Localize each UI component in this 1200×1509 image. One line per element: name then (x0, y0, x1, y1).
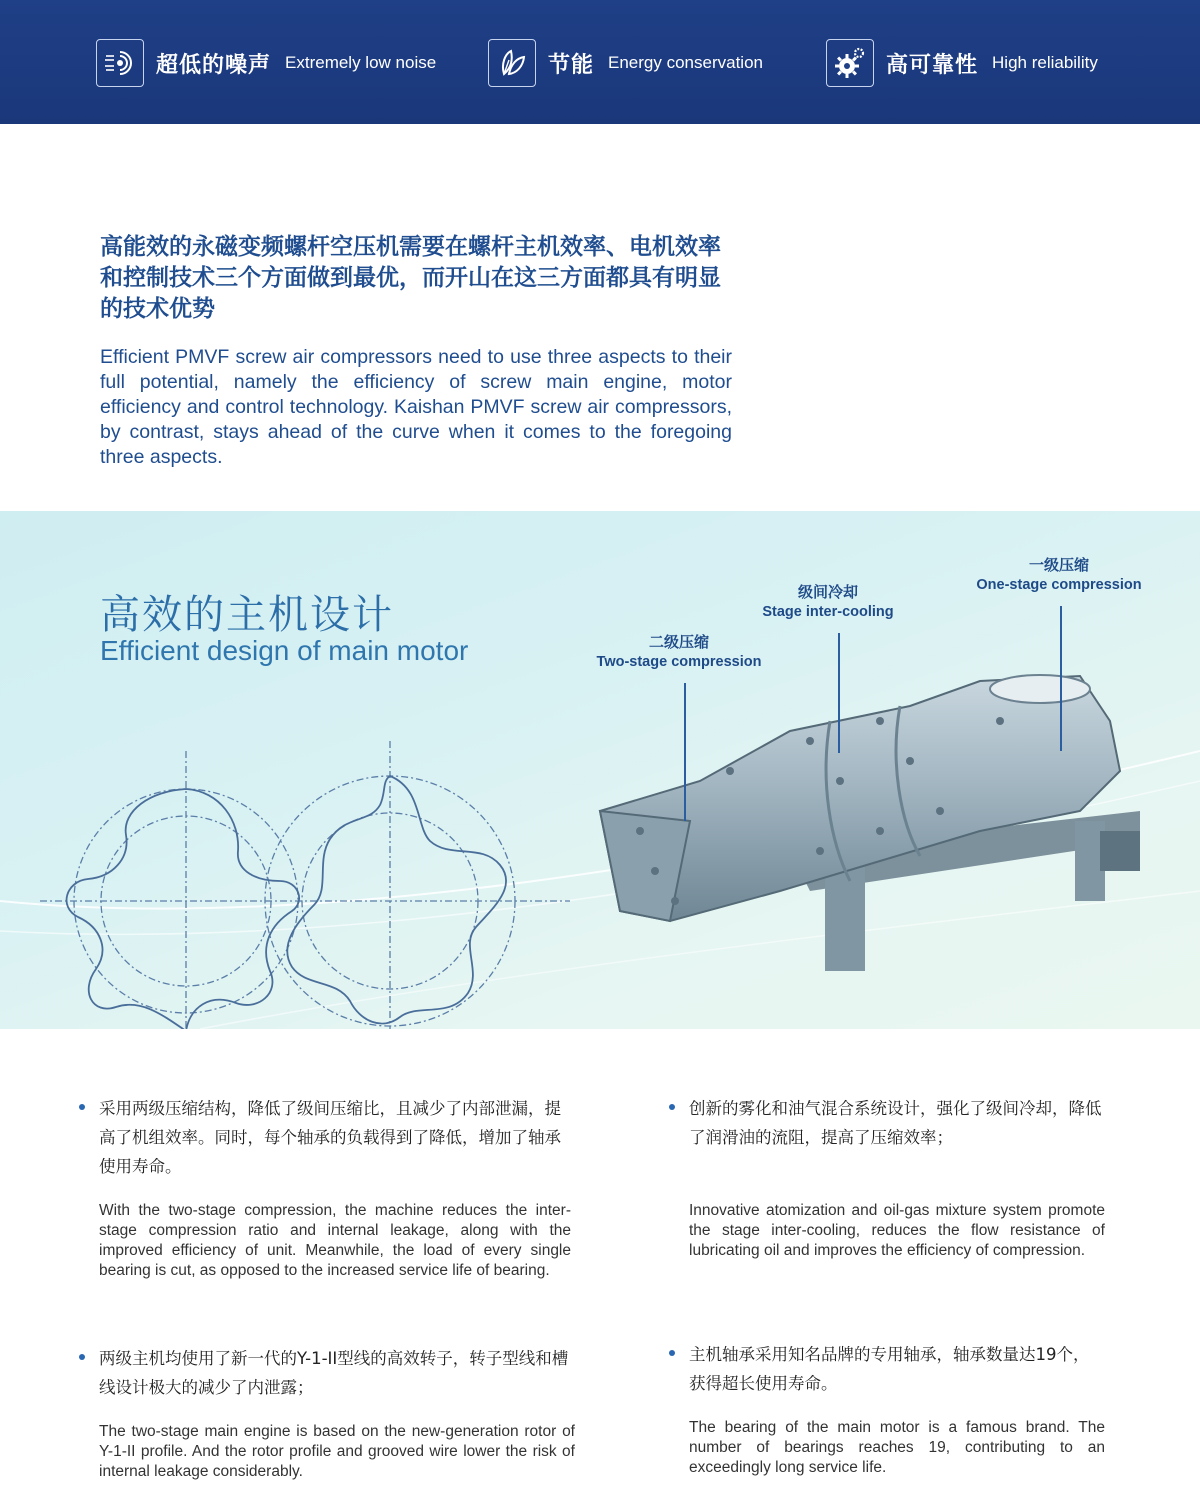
callout-two-stage-en: Two-stage compression (596, 654, 762, 670)
bullet-dot (669, 1350, 675, 1356)
feature-reliability (826, 38, 1098, 88)
bullet-dot (669, 1104, 675, 1110)
bullet-text-en: With the two-stage compression, the machine reduces the inter-stage compression ratio and internal leakage, along with the improved efficiency of unit. Meanwhile, the load of every single bearing is cut, as opposed to the increased service life of bearing. (99, 1202, 571, 1279)
intro-text-en: Efficient PMVF screw air compressors need to use three aspects to their full potential, namely the efficiency of screw main engine, motor efficiency and control technology. Kaishan PMVF screw air compressors, by contrast, stays ahead of the curve when it comes to the foregoing three aspects. (100, 346, 732, 468)
intro-text-cn: 高能效的永磁变频螺杆空压机需要在螺杆主机效率、电机效率和控制技术三个方面做到最优，而开山在这三方面都具有明显的技术优势 (100, 234, 721, 322)
feature-label-en: High reliability (992, 53, 1098, 72)
bullet-text-cn: 两级主机均使用了新一代的Y-1-II型线的高效转子，转子型线和槽线设计极大的减少了内泄露； (99, 1349, 569, 1397)
feature-bullet-two-stage (99, 1094, 571, 1281)
design-title-en: Efficient design of main motor (100, 635, 469, 666)
feature-energy (488, 38, 763, 88)
bullet-text-en: The bearing of the main motor is a famous brand. The number of bearings reaches 19, contributing to an exceedingly long service life. (689, 1419, 1105, 1476)
bullet-dot (79, 1104, 85, 1110)
feature-bullet-bearing (689, 1340, 1105, 1478)
callout-intercooling-cn: 级间冷却 (797, 583, 858, 601)
rotor-profile-diagram (30, 731, 590, 1029)
callout-intercooling-en: Stage inter-cooling (762, 604, 894, 620)
callout-two-stage-line (684, 683, 686, 821)
feature-bullet-atomization (689, 1094, 1105, 1261)
bullet-text-en: The two-stage main engine is based on the new-generation rotor of Y-1-II profile. And the rotor profile and grooved wire lower the risk of internal leakage considerably. (99, 1423, 575, 1480)
feature-label-en: Extremely low noise (285, 53, 437, 72)
callout-one-stage-en: One-stage compression (976, 577, 1142, 593)
callout-one-stage-line (1060, 606, 1062, 751)
bullet-text-cn: 创新的雾化和油气混合系统设计，强化了级间冷却，降低了润滑油的流阻，提高了压缩效率； (689, 1099, 1102, 1147)
feature-label-cn: 超低的噪声 (156, 52, 272, 78)
feature-label-en: Energy conservation (608, 53, 763, 72)
feature-label-cn: 节能 (548, 52, 595, 78)
bullet-dot (79, 1354, 85, 1360)
compressor-illustration (580, 661, 1180, 991)
callout-one-stage-cn: 一级压缩 (1028, 556, 1089, 574)
design-title-cn: 高效的主机设计 (100, 592, 394, 638)
feature-low-noise (96, 38, 436, 88)
callout-intercooling-line (838, 633, 840, 753)
main-motor-design-band (0, 511, 1200, 1029)
bullet-text-en: Innovative atomization and oil-gas mixture system promote the stage inter-cooling, reduces the flow resistance of lubricating oil and improves the efficiency of compression. (689, 1202, 1105, 1259)
feature-label-cn: 高可靠性 (886, 52, 979, 78)
bullet-text-cn: 采用两级压缩结构，降低了级间压缩比，且减少了内部泄漏，提高了机组效率。同时，每个轴承的负载得到了降低，增加了轴承使用寿命。 (99, 1099, 561, 1176)
gear-icon (826, 39, 874, 87)
callout-two-stage-cn: 二级压缩 (648, 633, 709, 651)
leaf-icon (488, 39, 536, 87)
sound-wave-icon (96, 39, 144, 87)
feature-bullet-rotor (99, 1344, 575, 1482)
header-band (0, 0, 1200, 124)
bullet-text-cn: 主机轴承采用知名品牌的专用轴承，轴承数量达19个，获得超长使用寿命。 (689, 1345, 1090, 1393)
